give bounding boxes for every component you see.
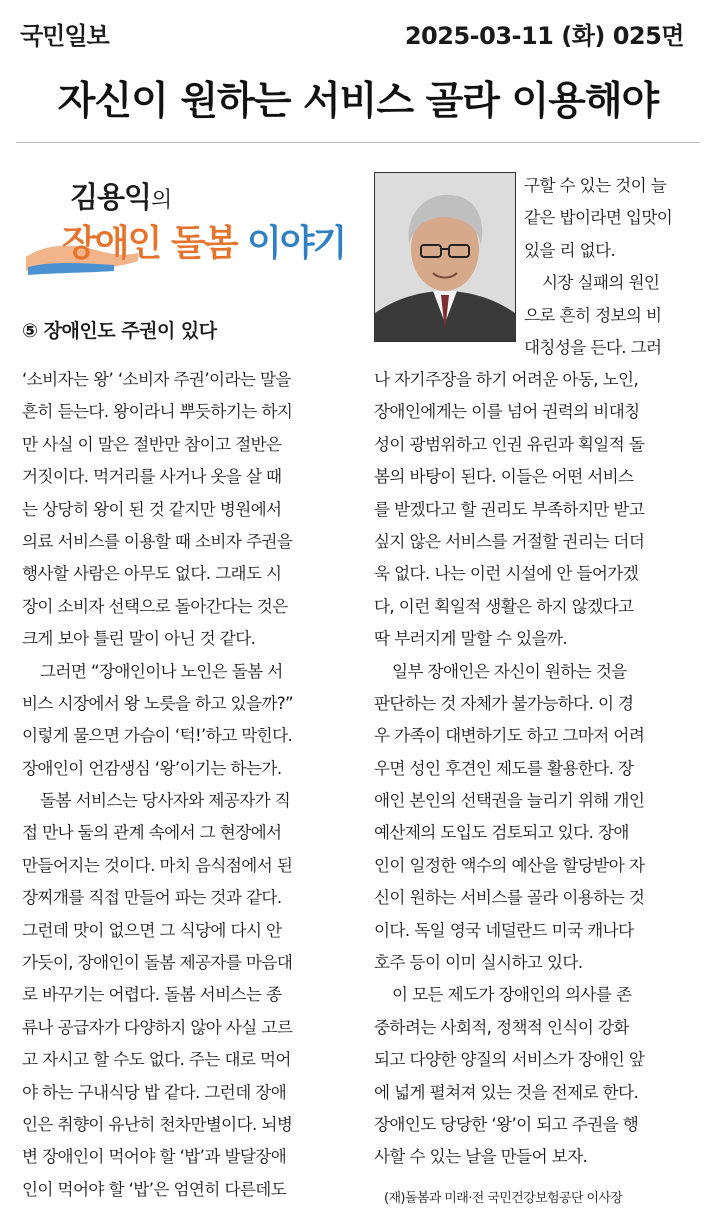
- text-line: 되고 다양한 양질의 서비스가 장애인 앞: [374, 1050, 645, 1070]
- text-line: 성이 광범위하고 인권 유린과 획일적 돌: [374, 434, 645, 454]
- divider: [16, 142, 700, 143]
- text-line: 다, 이런 획일적 생활은 하지 않겠다고: [374, 596, 634, 616]
- text-line: 나 자기주장을 하기 어려운 아동, 노인,: [374, 370, 639, 389]
- text-line: 를 받겠다고 할 권리도 부족하지만 받고: [374, 499, 645, 519]
- right-column-short: [524, 170, 708, 364]
- text-line: 장이 소비자 선택으로 돌아간다는 것은: [22, 596, 288, 616]
- text-line: 이 모든 제도가 장애인의 의사를 존: [392, 985, 632, 1005]
- text-line: 인이 일정한 액수의 예산을 할당받아 자: [374, 855, 645, 875]
- columnist-name-suffix: 의: [151, 188, 172, 213]
- text-line: 에 넓게 펼쳐져 있는 것을 전제로 한다.: [374, 1082, 639, 1102]
- text-line: 우면 성인 후견인 제도를 활용한다. 장: [374, 758, 634, 778]
- columnist-name-text: 김용익: [70, 180, 152, 214]
- text-line: 로 바꾸기는 어렵다. 돌봄 서비스는 종: [22, 985, 282, 1005]
- text-line: 시장 실패의 원인: [542, 273, 660, 293]
- text-line: 대칭성을 든다. 그러: [524, 337, 662, 357]
- text-line: 가듯이, 장애인이 돌봄 제공자를 마음대: [22, 953, 293, 973]
- text-line: 그런데 맛이 없으면 그 식당에 다시 안: [22, 920, 282, 940]
- text-line: 고 자시고 할 수도 없다. 주는 대로 먹어: [22, 1050, 291, 1070]
- text-line: 예산제의 도입도 검토되고 있다. 장애: [374, 823, 629, 843]
- text-line: 접 만나 둘의 관계 속에서 그 현장에서: [22, 823, 282, 843]
- text-line: 같은 밥이라면 입맛이: [524, 208, 673, 228]
- left-column: [22, 364, 356, 1206]
- author-portrait-icon: [375, 173, 515, 341]
- text-line: 류나 공급자가 다양하지 않아 사실 고르: [22, 1017, 293, 1037]
- text-line: 크게 보아 틀린 말이 아닌 것 같다.: [22, 629, 256, 649]
- text-line: 구할 수 있는 것이 늘: [524, 176, 667, 195]
- text-line: 만들어지는 것이다. 마치 음식점에서 된: [22, 855, 293, 875]
- text-line: 그러면 “장애인이나 노인은 돌봄 서: [40, 661, 283, 681]
- article-headline: 자신이 원하는 서비스 골라 이용해야: [57, 78, 659, 124]
- text-line: 사할 수 있는 날을 만들어 보자.: [374, 1147, 588, 1167]
- article-subhead: ⑤ 장애인도 주권이 있다: [22, 320, 217, 342]
- text-line: 우 가족이 대변하기도 하고 그마저 어려: [374, 726, 645, 746]
- text-line: 만 사실 이 말은 절반만 참이고 절반은: [22, 434, 282, 454]
- newspaper-name: 국민일보: [20, 22, 109, 50]
- column-title-part3: 이야기: [246, 223, 346, 264]
- text-line: 인이 먹어야 할 ‘밥’은 엄연히 다른데도: [22, 1179, 287, 1199]
- text-line: 싶지 않은 서비스를 거절할 권리는 더더: [374, 531, 645, 551]
- text-line: 중하려는 사회적, 정책적 인식이 강화: [374, 1017, 629, 1037]
- text-line: 욱 없다. 나는 이런 시설에 안 들어가겠: [374, 564, 639, 584]
- text-line: ‘소비자는 왕’ ‘소비자 주권’이라는 말을: [22, 370, 291, 389]
- text-line: 행사할 사람은 아무도 없다. 그래도 시: [22, 564, 282, 584]
- text-line: 딱 부러지게 말할 수 있을까.: [374, 629, 568, 649]
- text-line: 야 하는 구내식당 밥 같다. 그런데 장애: [22, 1082, 287, 1102]
- text-line: 이다. 독일 영국 네덜란드 미국 캐나다: [374, 920, 634, 940]
- text-line: 장애인도 당당한 ‘왕’이 되고 주권을 행: [374, 1114, 639, 1134]
- author-byline: (재)돌봄과 미래·전 국민건강보험공단 이사장: [384, 1191, 623, 1206]
- text-line: 호주 등이 이미 실시하고 있다.: [374, 953, 583, 973]
- text-line: 장애인에게는 이를 넘어 권력의 비대칭: [374, 402, 640, 422]
- text-line: 비스 시장에서 왕 노릇을 하고 있을까?”: [22, 693, 294, 713]
- text-line: 있을 리 없다.: [524, 240, 616, 260]
- text-line: 판단하는 것 자체가 불가능하다. 이 경: [374, 693, 634, 713]
- text-line: 일부 장애인은 자신이 원하는 것을: [392, 661, 627, 681]
- text-line: 장애인이 언감생심 ‘왕’이기는 하는가.: [22, 758, 282, 778]
- text-line: 장찌개를 직접 만들어 파는 것과 같다.: [22, 888, 282, 908]
- text-line: 의료 서비스를 이용할 때 소비자 주권을: [22, 531, 293, 551]
- text-line: 는 상당히 왕이 된 것 같지만 병원에서: [22, 499, 282, 519]
- issue-date: 2025-03-11 (화) 025면: [404, 22, 684, 50]
- text-line: 신이 원하는 서비스를 골라 이용하는 것: [374, 888, 645, 908]
- masthead: [16, 10, 700, 50]
- text-line: 애인 본인의 선택권을 늘리기 위해 개인: [374, 791, 645, 811]
- right-column: [374, 364, 708, 1174]
- text-line: 이렇게 물으면 가슴이 ‘턱!’하고 막힌다.: [22, 726, 293, 746]
- text-line: 흔히 듣는다. 왕이라니 뿌듯하기는 하지: [22, 402, 293, 422]
- column-title: [62, 215, 345, 266]
- columnist-name: [70, 175, 171, 216]
- text-line: 봄의 바탕이 된다. 이들은 어떤 서비스: [374, 467, 634, 487]
- text-line: 거짓이다. 먹거리를 사거나 옷을 살 때: [22, 467, 282, 487]
- column-title-part1: 장애인: [62, 223, 161, 264]
- column-logo: [22, 165, 362, 275]
- text-line: 돌봄 서비스는 당사자와 제공자가 직: [40, 791, 291, 811]
- author-photo: [374, 172, 516, 342]
- text-line: 변 장애인이 먹어야 할 ‘밥’과 발달장애: [22, 1147, 287, 1167]
- text-line: 으로 흔히 정보의 비: [524, 305, 662, 325]
- column-title-part2: 돌봄: [170, 223, 237, 264]
- text-line: 인은 취향이 유난히 천차만별이다. 뇌병: [22, 1114, 293, 1134]
